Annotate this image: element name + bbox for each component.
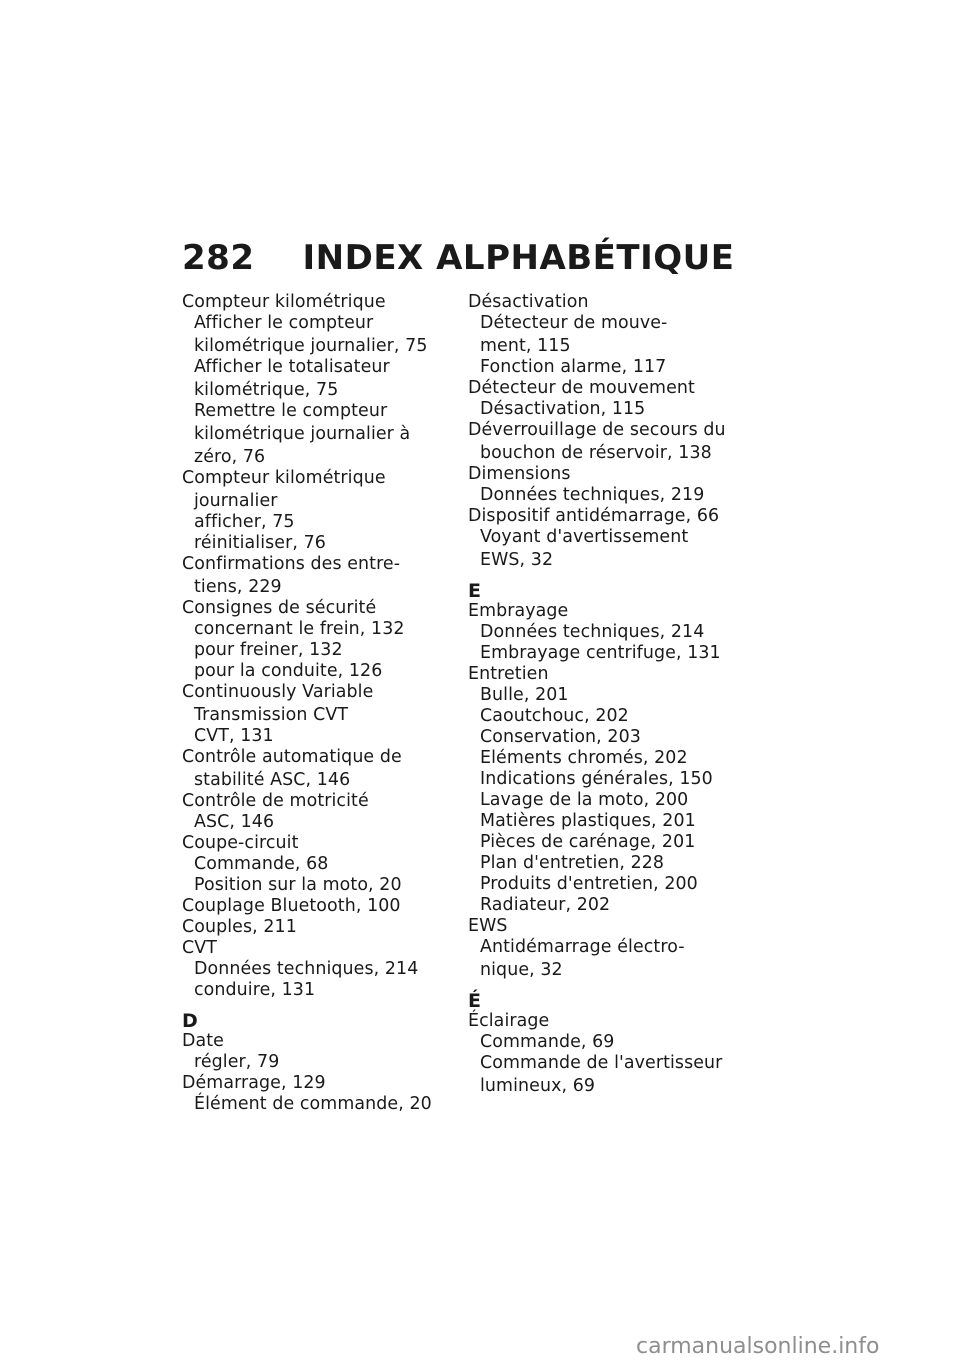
index-subentry: Pièces de carénage, 201 <box>480 832 696 852</box>
index-entry: Contrôle de motricité <box>182 791 369 811</box>
index-entry-continuation: EWS, 32 <box>480 550 554 570</box>
index-entry-continuation: kilométrique journalier à <box>194 424 411 444</box>
index-letter-heading: E <box>468 580 481 602</box>
index-entry-continuation: kilométrique journalier, 75 <box>194 336 428 356</box>
index-entry-continuation: zéro, 76 <box>194 447 266 467</box>
index-entry: Consignes de sécurité <box>182 598 377 618</box>
index-entry: Coupe-circuit <box>182 833 299 853</box>
index-entry: Démarrage, 129 <box>182 1073 326 1093</box>
index-subentry: afficher, 75 <box>194 512 295 532</box>
index-entry: Date <box>182 1031 224 1051</box>
index-subentry: Fonction alarme, 117 <box>480 357 667 377</box>
index-subentry: Afficher le compteur <box>194 313 374 333</box>
index-entry: Dimensions <box>468 464 571 484</box>
index-subentry: Matières plastiques, 201 <box>480 811 696 831</box>
index-subentry: CVT, 131 <box>194 726 274 746</box>
index-entry: Continuously Variable <box>182 682 374 702</box>
index-entry-continuation: Transmission CVT <box>194 705 349 725</box>
index-entry-continuation: bouchon de réservoir, 138 <box>480 443 712 463</box>
index-entry: Couples, 211 <box>182 917 297 937</box>
index-entry: EWS <box>468 916 508 936</box>
index-subentry: Caoutchouc, 202 <box>480 706 629 726</box>
index-entry: Contrôle automatique de <box>182 747 402 767</box>
index-subentry: Produits d'entretien, 200 <box>480 874 698 894</box>
index-subentry: régler, 79 <box>194 1052 280 1072</box>
page-number: 282 <box>182 238 255 278</box>
page-header <box>182 238 734 278</box>
index-entry: Compteur kilométrique <box>182 468 386 488</box>
index-subentry: Plan d'entretien, 228 <box>480 853 665 873</box>
index-subentry: Antidémarrage électro- <box>480 937 685 957</box>
index-subentry: Données techniques, 214 <box>194 959 419 979</box>
index-entry: CVT <box>182 938 217 958</box>
index-entry-continuation: stabilité ASC, 146 <box>194 770 351 790</box>
index-subentry: Afficher le totalisateur <box>194 357 390 377</box>
index-subentry: réinitialiser, 76 <box>194 533 326 553</box>
index-subentry: pour freiner, 132 <box>194 640 343 660</box>
index-subentry: Bulle, 201 <box>480 685 569 705</box>
index-subentry: Position sur la moto, 20 <box>194 875 402 895</box>
index-subentry: Élément de commande, 20 <box>194 1094 432 1114</box>
index-subentry: Détecteur de mouve- <box>480 313 668 333</box>
index-entry: Détecteur de mouvement <box>468 378 695 398</box>
index-entry: Confirmations des entre- <box>182 554 401 574</box>
index-subentry: concernant le frein, 132 <box>194 619 405 639</box>
index-subentry: Voyant d'avertissement <box>480 527 689 547</box>
index-subentry: Lavage de la moto, 200 <box>480 790 689 810</box>
index-entry-continuation: kilométrique, 75 <box>194 380 339 400</box>
index-entry-continuation: nique, 32 <box>480 960 563 980</box>
index-entry: Embrayage <box>468 601 569 621</box>
index-entry: Couplage Bluetooth, 100 <box>182 896 401 916</box>
index-subentry: Radiateur, 202 <box>480 895 611 915</box>
index-entry: Dispositif antidémarrage, 66 <box>468 506 720 526</box>
index-subentry: Commande, 69 <box>480 1032 615 1052</box>
watermark: carmanualsonline.info <box>636 1334 880 1359</box>
index-entry-continuation: lumineux, 69 <box>480 1076 596 1096</box>
index-subentry: Données techniques, 219 <box>480 485 705 505</box>
index-subentry: Commande de l'avertisseur <box>480 1053 723 1073</box>
index-subentry: conduire, 131 <box>194 980 316 1000</box>
index-entry: Désactivation <box>468 292 589 312</box>
index-subentry: Remettre le compteur <box>194 401 388 421</box>
index-column-right <box>468 292 730 1097</box>
index-letter-heading: É <box>468 990 481 1012</box>
index-subentry: ASC, 146 <box>194 812 275 832</box>
index-subentry: Désactivation, 115 <box>480 399 646 419</box>
index-subentry: Données techniques, 214 <box>480 622 705 642</box>
index-entry-continuation: tiens, 229 <box>194 577 282 597</box>
index-letter-heading: D <box>182 1010 198 1032</box>
index-entry-continuation: journalier <box>194 491 278 511</box>
page-title: INDEX ALPHABÉTIQUE <box>302 238 735 278</box>
index-subentry: pour la conduite, 126 <box>194 661 383 681</box>
index-column-left <box>182 292 444 1115</box>
index-subentry: Conservation, 203 <box>480 727 641 747</box>
index-subentry: Indications générales, 150 <box>480 769 713 789</box>
index-entry: Compteur kilométrique <box>182 292 386 312</box>
index-entry: Déverrouillage de secours du <box>468 420 726 440</box>
index-subentry: Embrayage centrifuge, 131 <box>480 643 721 663</box>
index-entry: Éclairage <box>468 1011 550 1031</box>
index-entry-continuation: ment, 115 <box>480 336 571 356</box>
index-subentry: Commande, 68 <box>194 854 329 874</box>
index-subentry: Eléments chromés, 202 <box>480 748 688 768</box>
index-entry: Entretien <box>468 664 549 684</box>
